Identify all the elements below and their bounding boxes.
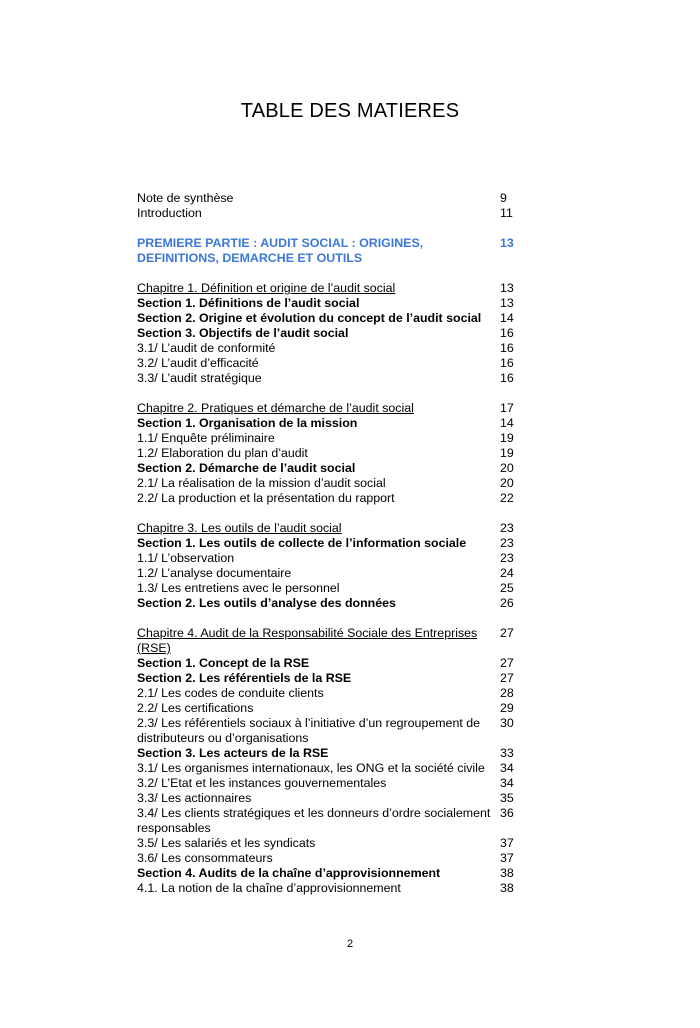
toc-entry-page: 16	[500, 326, 514, 340]
toc-entry-label: 3.5/ Les salariés et les syndicats	[137, 836, 316, 850]
toc-entry-page: 23	[500, 521, 514, 535]
toc-entry-label: Chapitre 1. Définition et origine de l’audit social	[137, 281, 396, 295]
toc-entry-normal	[137, 581, 520, 596]
toc-entry-chapter	[137, 401, 520, 416]
toc-entry-label: 2.1/ La réalisation de la mission d’audit social	[137, 476, 386, 490]
toc-entry-normal	[137, 341, 520, 356]
toc-entry-label: Chapitre 2. Pratiques et démarche de l’audit social	[137, 401, 414, 415]
toc-entry-label: 1.1/ L’observation	[137, 551, 235, 565]
toc-entry-page: 23	[500, 551, 514, 565]
toc-entry-label: 3.1/ Les organismes internationaux, les ONG et la société civile	[137, 761, 485, 775]
toc-entry-page: 27	[500, 656, 514, 670]
toc-entry-page: 16	[500, 356, 514, 370]
toc-spacer	[137, 386, 520, 401]
toc-entry-bold	[137, 311, 520, 326]
toc-entry-page: 16	[500, 341, 514, 355]
toc-spacer	[137, 221, 520, 236]
table-of-contents	[137, 191, 520, 896]
toc-entry-label: Chapitre 3. Les outils de l’audit social	[137, 521, 342, 535]
toc-entry-normal	[137, 206, 520, 221]
toc-entry-page: 29	[500, 701, 514, 715]
toc-entry-label: Section 2. Les référentiels de la RSE	[137, 671, 352, 685]
toc-entry-page: 11	[500, 206, 513, 220]
toc-entry-page: 20	[500, 461, 514, 475]
toc-entry-label: 1.3/ Les entretiens avec le personnel	[137, 581, 340, 595]
toc-entry-page: 27	[500, 671, 514, 685]
toc-entry-label: Section 3. Objectifs de l’audit social	[137, 326, 349, 340]
toc-entry-label: 3.6/ Les consommateurs	[137, 851, 273, 865]
toc-entry-page: 37	[500, 836, 514, 850]
toc-entry-bold	[137, 866, 520, 881]
toc-entry-normal	[137, 881, 520, 896]
toc-entry-page: 9	[500, 191, 507, 205]
toc-entry-label: Section 1. Concept de la RSE	[137, 656, 310, 670]
toc-entry-label: PREMIERE PARTIE : AUDIT SOCIAL : ORIGINES, DEFINITIONS, DEMARCHE ET OUTILS	[137, 236, 424, 265]
toc-entry-label: 1.2/ Elaboration du plan d’audit	[137, 446, 308, 460]
toc-entry-page: 38	[500, 866, 514, 880]
toc-entry-normal	[137, 491, 520, 506]
toc-entry-page: 38	[500, 881, 514, 895]
toc-entry-label: Section 1. Organisation de la mission	[137, 416, 358, 430]
toc-entry-normal	[137, 566, 520, 581]
toc-entry-normal	[137, 776, 520, 791]
toc-entry-label: 1.2/ L’analyse documentaire	[137, 566, 292, 580]
toc-entry-bold	[137, 461, 520, 476]
toc-entry-bold	[137, 671, 520, 686]
page-title: TABLE DES MATIERES	[240, 100, 460, 122]
toc-entry-page: 19	[500, 431, 514, 445]
toc-entry-normal	[137, 761, 520, 776]
toc-entry-page: 28	[500, 686, 514, 700]
toc-entry-bold	[137, 416, 520, 431]
toc-entry-page: 30	[500, 716, 514, 730]
toc-entry-chapter	[137, 626, 520, 656]
toc-entry-bold	[137, 656, 520, 671]
toc-entry-label: 3.3/ Les actionnaires	[137, 791, 252, 805]
toc-entry-label: 1.1/ Enquête préliminaire	[137, 431, 275, 445]
toc-entry-normal	[137, 191, 520, 206]
toc-entry-page: 34	[500, 761, 514, 775]
toc-entry-label: Chapitre 4. Audit de la Responsabilité Sociale des Entreprises (RSE)	[137, 626, 478, 655]
toc-spacer	[137, 611, 520, 626]
toc-entry-bold	[137, 326, 520, 341]
toc-entry-part	[137, 236, 520, 266]
toc-entry-label: 3.4/ Les clients stratégiques et les donneurs d’ordre socialement responsables	[137, 806, 491, 835]
toc-entry-normal	[137, 716, 520, 746]
toc-entry-normal	[137, 806, 520, 836]
toc-entry-page: 35	[500, 791, 514, 805]
toc-entry-label: Section 1. Les outils de collecte de l’information sociale	[137, 536, 467, 550]
toc-entry-chapter	[137, 281, 520, 296]
toc-spacer	[137, 266, 520, 281]
toc-entry-label: 2.3/ Les référentiels sociaux à l’initiative d’un regroupement de distributeurs ou d’organisations	[137, 716, 481, 745]
toc-entry-label: 2.2/ Les certifications	[137, 701, 254, 715]
toc-entry-normal	[137, 701, 520, 716]
toc-entry-normal	[137, 851, 520, 866]
toc-entry-normal	[137, 431, 520, 446]
toc-entry-normal	[137, 476, 520, 491]
toc-entry-label: 2.1/ Les codes de conduite clients	[137, 686, 324, 700]
toc-entry-page: 27	[500, 626, 514, 640]
toc-entry-bold	[137, 596, 520, 611]
toc-entry-label: 3.2/ L’audit d’efficacité	[137, 356, 259, 370]
toc-entry-label: 4.1. La notion de la chaîne d’approvisionnement	[137, 881, 401, 895]
toc-entry-page: 14	[500, 416, 514, 430]
toc-entry-label: Section 2. Les outils d’analyse des données	[137, 596, 396, 610]
toc-entry-page: 13	[500, 281, 514, 295]
toc-entry-page: 20	[500, 476, 514, 490]
toc-entry-normal	[137, 371, 520, 386]
toc-entry-page: 34	[500, 776, 514, 790]
toc-entry-label: 3.2/ L’Etat et les instances gouvernementales	[137, 776, 387, 790]
toc-entry-label: Introduction	[137, 206, 202, 220]
toc-entry-chapter	[137, 521, 520, 536]
toc-entry-bold	[137, 536, 520, 551]
toc-entry-normal	[137, 446, 520, 461]
toc-entry-page: 16	[500, 371, 514, 385]
toc-entry-bold	[137, 296, 520, 311]
toc-entry-bold	[137, 746, 520, 761]
toc-entry-page: 22	[500, 491, 514, 505]
toc-entry-normal	[137, 791, 520, 806]
toc-entry-label: Note de synthèse	[137, 191, 234, 205]
toc-entry-page: 13	[500, 296, 514, 310]
toc-entry-label: Section 1. Définitions de l’audit social	[137, 296, 360, 310]
toc-entry-page: 19	[500, 446, 514, 460]
toc-entry-normal	[137, 551, 520, 566]
toc-entry-page: 14	[500, 311, 514, 325]
toc-entry-page: 26	[500, 596, 514, 610]
toc-entry-page: 37	[500, 851, 514, 865]
toc-entry-label: Section 2. Démarche de l’audit social	[137, 461, 356, 475]
toc-entry-page: 25	[500, 581, 514, 595]
toc-entry-page: 24	[500, 566, 514, 580]
toc-entry-label: Section 4. Audits de la chaîne d’approvisionnement	[137, 866, 441, 880]
toc-entry-label: 3.3/ L’audit stratégique	[137, 371, 262, 385]
toc-entry-label: 3.1/ L’audit de conformité	[137, 341, 276, 355]
toc-entry-page: 23	[500, 536, 514, 550]
toc-entry-normal	[137, 836, 520, 851]
toc-entry-page: 33	[500, 746, 514, 760]
toc-entry-page: 36	[500, 806, 514, 820]
toc-entry-normal	[137, 356, 520, 371]
toc-entry-label: Section 3. Les acteurs de la RSE	[137, 746, 329, 760]
toc-entry-label: Section 2. Origine et évolution du concept de l’audit social	[137, 311, 482, 325]
toc-entry-page: 17	[500, 401, 514, 415]
toc-entry-normal	[137, 686, 520, 701]
page-number: 2	[346, 938, 354, 950]
toc-entry-page: 13	[500, 236, 514, 250]
toc-spacer	[137, 506, 520, 521]
toc-entry-label: 2.2/ La production et la présentation du rapport	[137, 491, 395, 505]
